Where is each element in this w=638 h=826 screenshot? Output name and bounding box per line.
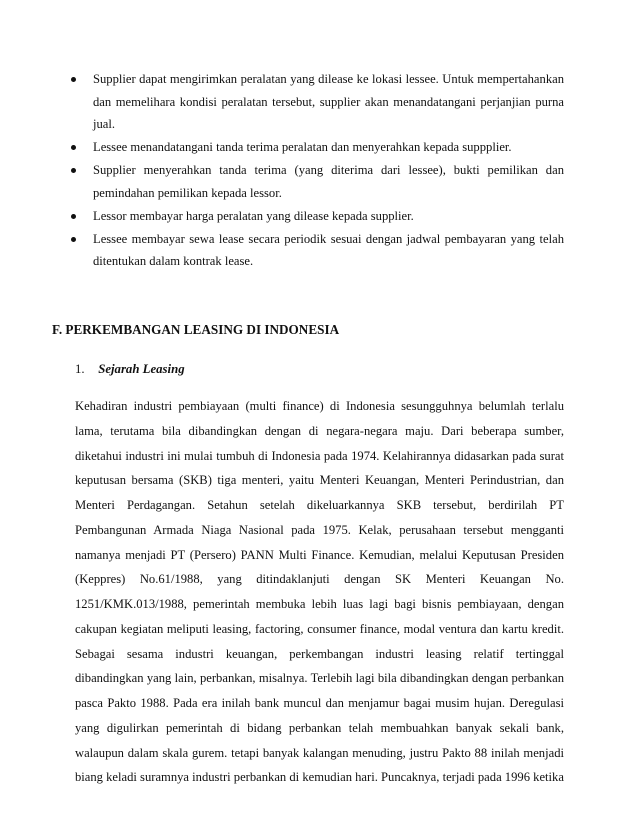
section-heading: F. PERKEMBANGAN LEASING DI INDONESIA [52, 322, 340, 337]
bullet-item [66, 159, 564, 204]
subsection-heading [75, 359, 185, 379]
bullet-text: Supplier menyerahkan tanda terima (yang diterima dari lessee), bukti pemilikan dan pemindahan pemilikan kepada lessor. [93, 163, 564, 200]
subsection-number: 1. [75, 362, 85, 376]
bullet-icon [71, 214, 76, 219]
bullet-icon [71, 145, 76, 150]
bullet-text: Lessee menandatangani tanda terima peralatan dan menyerahkan kepada suppplier. [93, 140, 512, 154]
bullet-item [66, 68, 564, 136]
bullet-text: Supplier dapat mengirimkan peralatan yang dilease ke lokasi lessee. Untuk mempertahankan dan memelihara kondisi peralatan tersebut, supplier akan menandatangani perjanjian purna jual. [93, 72, 564, 131]
bullet-icon [71, 168, 76, 173]
bullet-icon [71, 237, 76, 242]
bullet-item [66, 136, 564, 159]
bullet-item [66, 205, 564, 228]
body-paragraph: Kehadiran industri pembiayaan (multi finance) di Indonesia sesungguhnya belumlah terlalu lama, terutama bila dibandingkan dengan di negara-negara maju. Dari beberapa sumber, diketahui industri ini mulai tumbuh di Indonesia pada 1974. Kelahirannya didasarkan pada surat keputusan bersama (SKB) tiga menteri, yaitu Menteri Keuangan, Menteri Perindustrian, dan Menteri Perdagangan. Setahun setelah dikeluarkannya SKB tersebut, berdirilah PT Pembangunan Armada Niaga Nasional pada 1975. Kelak, perusahaan tersebut mengganti namanya menjadi PT (Persero) PANN Multi Finance. Kemudian, melalui Keputusan Presiden (Keppres) No.61/1988, yang ditindaklanjuti dengan SK Menteri Keuangan No. 1251/KMK.013/1988, pemerintah membuka lebih luas lagi bagi bisnis pembiayaan, dengan cakupan kegiatan meliputi leasing, factoring, consumer finance, modal ventura dan kartu kredit. Sebagai sesama industri keuangan, perkembangan industri leasing relatif tertinggal dibandingkan yang lain, perbankan, misalnya. Terlebih lagi bila dibandingkan dengan perbankan pasca Pakto 1988. Pada era inilah bank muncul dan menjamur bagai musim hujan. Deregulasi yang digulirkan pemerintah di bidang perbankan telah membuahkan banyak sekali bank, walaupun dalam skala gurem. tetapi banyak kalangan menuding, justru Pakto 88 inilah menjadi biang keladi suramnya industri perbankan di kemudian hari. Puncaknya, terjadi pada 1996 ketika [75, 399, 564, 785]
bullet-list [66, 68, 564, 273]
bullet-item [66, 228, 564, 273]
bullet-icon [71, 77, 76, 82]
bullet-text: Lessee membayar sewa lease secara periodik sesuai dengan jadwal pembayaran yang telah ditentukan dalam kontrak lease. [93, 231, 564, 268]
bullet-text: Lessor membayar harga peralatan yang dilease kepada supplier. [93, 208, 414, 223]
subsection-title: Sejarah Leasing [98, 362, 185, 376]
